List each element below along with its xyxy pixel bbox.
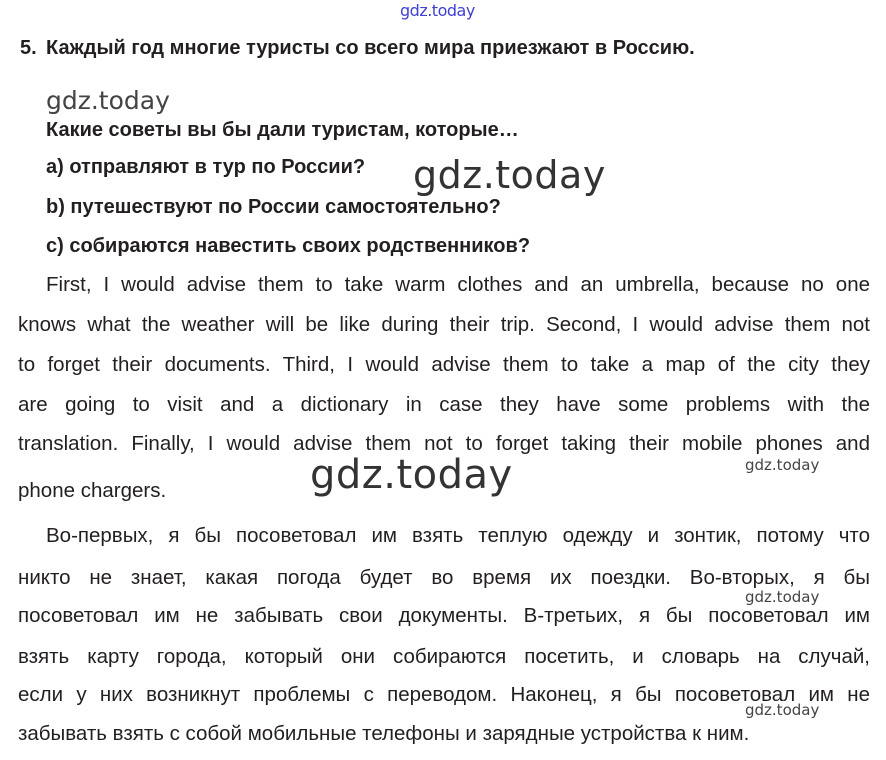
watermark-header: gdz.today — [46, 86, 170, 115]
task-option-a: a) отправляют в тур по России? — [46, 156, 366, 178]
answer-ru-line-3: посоветовал им не забывать свои документы. В-третьих, я бы посоветовал им — [18, 604, 870, 627]
watermark-small-1: gdz.today — [745, 456, 820, 474]
watermark-small-3: gdz.today — [745, 701, 820, 719]
watermark-small-2: gdz.today — [745, 588, 820, 606]
answer-en-line-6: phone chargers. — [18, 479, 167, 502]
answer-ru-line-5: если у них возникнут проблемы с переводом. Наконец, я бы посоветовал им не — [18, 683, 870, 706]
watermark-large-2: gdz.today — [310, 452, 513, 498]
task-prompt: Какие советы вы бы дали туристам, которые… — [46, 119, 519, 141]
answer-ru-line-2: никто не знает, какая погода будет во время их поездки. Во-вторых, я бы — [18, 566, 870, 589]
watermark-large-1: gdz.today — [413, 153, 606, 197]
answer-en-line-1: First, I would advise them to take warm clothes and an umbrella, because no one — [46, 273, 870, 296]
task-number: 5. — [20, 37, 37, 59]
answer-en-line-3: to forget their documents. Third, I would advise them to take a map of the city they — [18, 353, 870, 376]
answer-ru-line-4: взять карту города, который они собираются посетить, и словарь на случай, — [18, 645, 870, 668]
answer-en-line-5: translation. Finally, I would advise them not to forget taking their mobile phones and — [18, 432, 870, 455]
answer-ru-line-1: Во-первых, я бы посоветовал им взять теплую одежду и зонтик, потому что — [46, 524, 870, 547]
answer-ru-line-6: забывать взять с собой мобильные телефоны и зарядные устройства к ним. — [18, 722, 750, 745]
task-option-c: c) собираются навестить своих родственников? — [46, 235, 531, 257]
answer-en-line-2: knows what the weather will be like during their trip. Second, I would advise them not — [18, 313, 870, 336]
task-title: Каждый год многие туристы со всего мира приезжают в Россию. — [46, 37, 695, 59]
watermark-top: gdz.today — [400, 1, 475, 20]
answer-en-line-4: are going to visit and a dictionary in case they have some problems with the — [18, 393, 870, 416]
task-option-b: b) путешествуют по России самостоятельно? — [46, 196, 501, 218]
